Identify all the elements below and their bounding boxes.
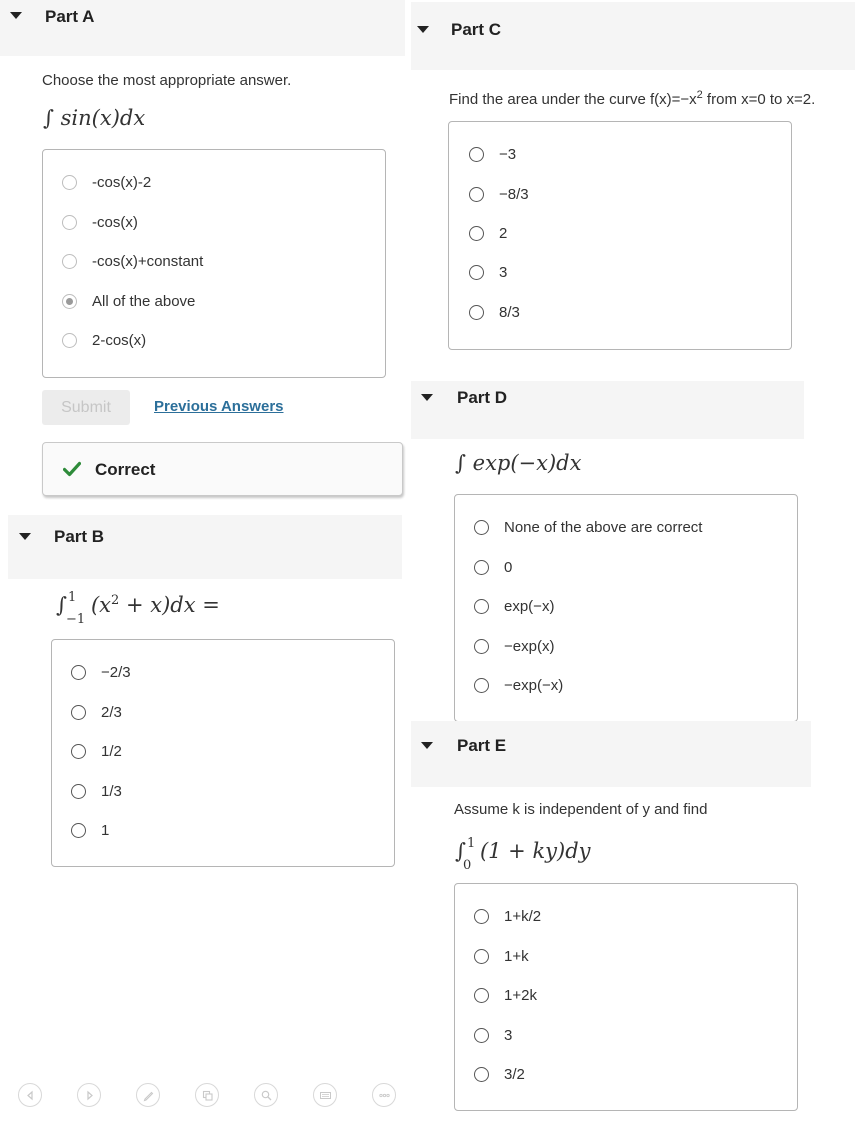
- part-a-title: Part A: [45, 7, 95, 26]
- keyboard-icon[interactable]: [313, 1083, 337, 1107]
- part-b-option-3[interactable]: 1/3: [71, 783, 122, 800]
- radio-button[interactable]: [71, 744, 86, 759]
- forward-icon[interactable]: [77, 1083, 101, 1107]
- radio-button[interactable]: [474, 678, 489, 693]
- radio-button[interactable]: [62, 254, 77, 269]
- part-b-option-0[interactable]: −2/3: [71, 664, 131, 681]
- part-e-option-2[interactable]: 1+2k: [474, 987, 537, 1004]
- part-e-title: Part E: [457, 736, 507, 755]
- radio-button[interactable]: [71, 665, 86, 680]
- part-d-option-4[interactable]: −exp(−x): [474, 677, 563, 694]
- part-c-option-3[interactable]: 3: [469, 264, 507, 281]
- previous-answers-link[interactable]: Previous Answers: [154, 398, 284, 415]
- part-a-option-0[interactable]: -cos(x)-2: [62, 174, 151, 191]
- bottom-toolbar: [8, 1080, 408, 1110]
- checkmark-icon: [63, 461, 81, 477]
- radio-button[interactable]: [474, 909, 489, 924]
- part-d-header[interactable]: [411, 381, 804, 439]
- collapse-caret-icon[interactable]: [421, 394, 433, 401]
- radio-button[interactable]: [469, 147, 484, 162]
- part-b-header[interactable]: [8, 515, 402, 579]
- search-icon[interactable]: [254, 1083, 278, 1107]
- radio-button[interactable]: [62, 215, 77, 230]
- part-c-title: Part C: [451, 20, 502, 39]
- radio-button[interactable]: [71, 784, 86, 799]
- radio-button[interactable]: [474, 1028, 489, 1043]
- radio-button[interactable]: [474, 599, 489, 614]
- radio-button[interactable]: [474, 1067, 489, 1082]
- part-d-option-3[interactable]: −exp(x): [474, 638, 554, 655]
- pencil-icon[interactable]: [136, 1083, 160, 1107]
- radio-button[interactable]: [71, 823, 86, 838]
- part-d-math: ∫ exp(−x)dx: [455, 451, 582, 475]
- collapse-caret-icon[interactable]: [19, 533, 31, 540]
- part-a-prompt: Choose the most appropriate answer.: [42, 72, 292, 89]
- part-b-option-2[interactable]: 1/2: [71, 743, 122, 760]
- part-a-math: ∫ sin(x)dx: [43, 106, 146, 130]
- part-e-option-4[interactable]: 3/2: [474, 1066, 525, 1083]
- submit-button[interactable]: Submit: [42, 390, 130, 425]
- radio-button[interactable]: [62, 175, 77, 190]
- radio-button[interactable]: [474, 949, 489, 964]
- part-b-math: ∫ 1 −1 $(x^2 + x)dx$ =: [56, 590, 220, 627]
- part-e-header[interactable]: [411, 721, 811, 787]
- radio-button[interactable]: [71, 705, 86, 720]
- part-e-option-0[interactable]: 1+k/2: [474, 908, 541, 925]
- part-b-option-4[interactable]: 1: [71, 822, 109, 839]
- radio-button[interactable]: [469, 265, 484, 280]
- part-b-title: Part B: [54, 527, 105, 546]
- radio-button[interactable]: [469, 187, 484, 202]
- part-e-option-1[interactable]: 1+k: [474, 948, 529, 965]
- part-c-header[interactable]: [411, 2, 855, 70]
- copy-icon[interactable]: [195, 1083, 219, 1107]
- part-c-option-0[interactable]: −3: [469, 146, 516, 163]
- part-c-prompt: Find the area under the curve $f(x)=-x^2$ from x=0 to x=2.: [449, 89, 816, 108]
- collapse-caret-icon[interactable]: [10, 12, 22, 19]
- collapse-caret-icon[interactable]: [417, 26, 429, 33]
- more-icon[interactable]: [372, 1083, 396, 1107]
- part-c-option-1[interactable]: −8/3: [469, 186, 529, 203]
- part-c-option-2[interactable]: 2: [469, 225, 507, 242]
- part-a-option-3[interactable]: All of the above: [62, 293, 195, 310]
- radio-button[interactable]: [474, 639, 489, 654]
- radio-button[interactable]: [469, 305, 484, 320]
- part-d-title: Part D: [457, 388, 508, 407]
- part-a-option-2[interactable]: -cos(x)+constant: [62, 253, 203, 270]
- radio-button[interactable]: [474, 520, 489, 535]
- part-a-option-1[interactable]: -cos(x): [62, 214, 138, 231]
- radio-button-selected[interactable]: [62, 294, 77, 309]
- part-b-option-1[interactable]: 2/3: [71, 704, 122, 721]
- radio-button[interactable]: [474, 988, 489, 1003]
- part-a-option-4[interactable]: 2-cos(x): [62, 332, 146, 349]
- collapse-caret-icon[interactable]: [421, 742, 433, 749]
- radio-button[interactable]: [469, 226, 484, 241]
- radio-button[interactable]: [62, 333, 77, 348]
- part-e-prompt: Assume k is independent of y and find: [454, 801, 708, 818]
- part-e-math: ∫ 1 0 (1 + ky)dy: [455, 836, 591, 873]
- part-d-option-1[interactable]: 0: [474, 559, 512, 576]
- feedback-label: Correct: [95, 460, 156, 479]
- part-d-option-0[interactable]: None of the above are correct: [474, 519, 702, 536]
- part-c-option-4[interactable]: 8/3: [469, 304, 520, 321]
- part-a-header[interactable]: [0, 0, 405, 56]
- back-icon[interactable]: [18, 1083, 42, 1107]
- correct-feedback-box: [42, 442, 403, 496]
- part-d-option-2[interactable]: exp(−x): [474, 598, 554, 615]
- part-e-option-3[interactable]: 3: [474, 1027, 512, 1044]
- radio-button[interactable]: [474, 560, 489, 575]
